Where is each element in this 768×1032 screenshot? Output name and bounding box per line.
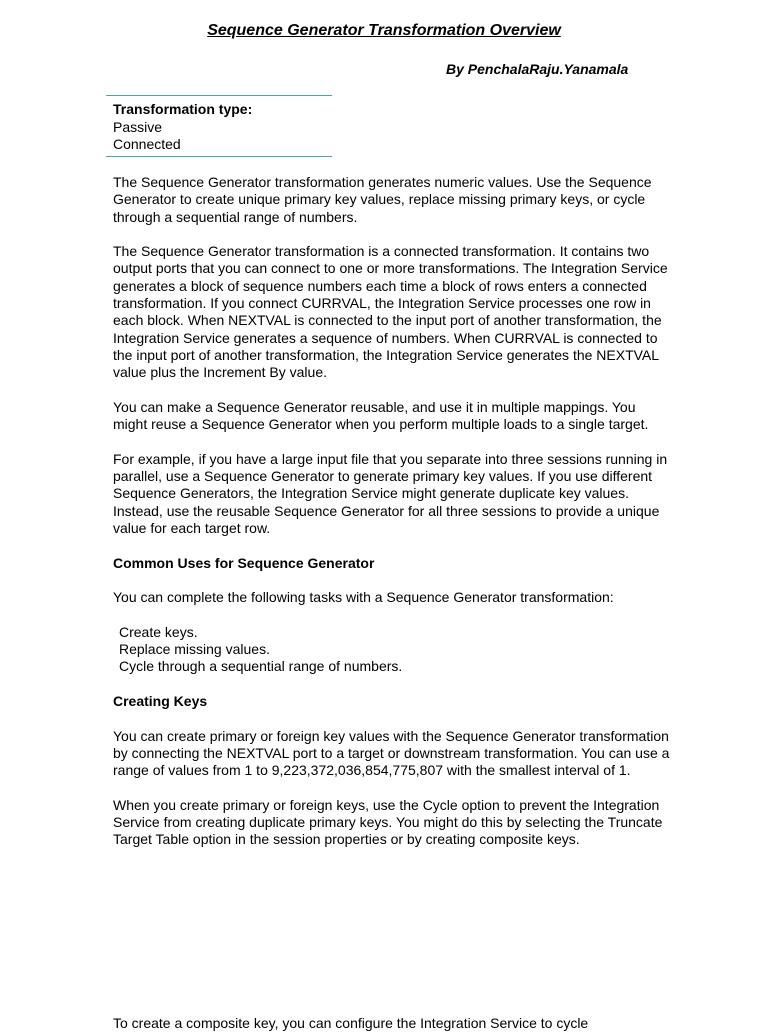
- document-title: Sequence Generator Transformation Overview: [207, 22, 561, 39]
- section-heading-common-uses: Common Uses for Sequence Generator: [113, 554, 375, 571]
- list-item: Create keys.: [119, 623, 198, 640]
- list-item: Replace missing values.: [119, 641, 270, 658]
- transformation-type-label: Transformation type:: [113, 101, 253, 117]
- task-list: [113, 624, 673, 676]
- paragraph: You can complete the following tasks with a Sequence Generator transformation:: [113, 589, 614, 606]
- paragraph: The Sequence Generator transformation is a connected transformation. It contains two output ports that you can connect to one or more transformations. The Integration Service generates a block of sequence numbers each time a block of rows enters a connected transformation. If you connect CURRVAL, the Integration Service processes one row in each block. When NEXTVAL is connected to the input port of another transformation, the Integration Service generates a sequence of numbers. When CURRVAL is connected to the input port of another transformation, the Integration Service generates the NEXTVAL value plus the Increment By value.: [113, 243, 668, 381]
- cut-off-line: To create a composite key, you can configure the Integration Service to cycle: [113, 1015, 589, 1031]
- paragraph: The Sequence Generator transformation generates numeric values. Use the Sequence Generator to create unique primary key values, replace missing primary keys, or cycle through a sequential range of numbers.: [113, 174, 652, 225]
- paragraph: For example, if you have a large input file that you separate into three sessions running in parallel, use a Sequence Generator to generate primary key values. If you use different Sequence Generators, the Integration Service might generate duplicate key values. Instead, use the reusable Sequence Generator for all three sessions to provide a unique value for each target row.: [113, 450, 668, 536]
- paragraph: When you create primary or foreign keys, use the Cycle option to prevent the Integration Service from creating duplicate primary keys. You might do this by selecting the Truncate Target Table option in the session properties or by creating composite keys.: [113, 796, 663, 848]
- document-body: [113, 174, 673, 866]
- transformation-type-value: Connected: [113, 136, 181, 152]
- author-byline: By PenchalaRaju.Yanamala: [446, 61, 629, 77]
- transformation-type-value: Passive: [113, 118, 163, 135]
- transformation-type-box: [106, 95, 332, 157]
- paragraph: You can create primary or foreign key values with the Sequence Generator transformation by connecting the NEXTVAL port to a target or downstream transformation. You can use a range of values from 1 to 9,223,372,036,854,775,807 with the smallest interval of 1.: [113, 727, 670, 779]
- list-item: Cycle through a sequential range of numbers.: [119, 658, 403, 675]
- paragraph: You can make a Sequence Generator reusable, and use it in multiple mappings. You might reuse a Sequence Generator when you perform multiple loads to a single target.: [113, 398, 649, 433]
- section-heading-creating-keys: Creating Keys: [113, 692, 208, 709]
